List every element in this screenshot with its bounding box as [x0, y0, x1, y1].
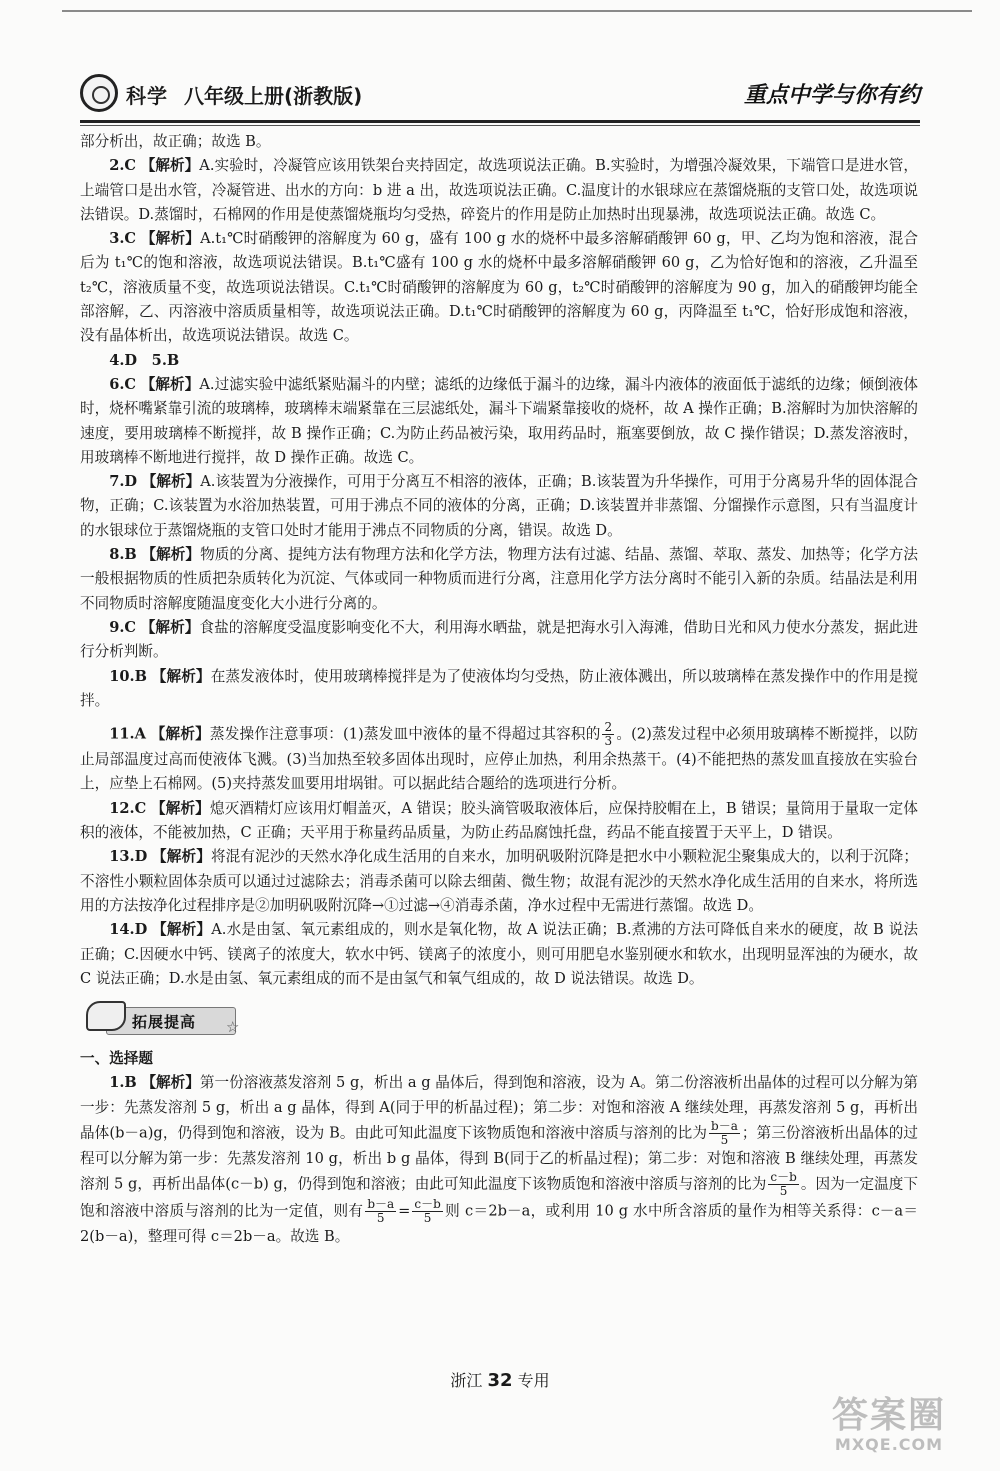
- answer-item-12: 12.C 【解析】熄灭酒精灯应该用灯帽盖灭，A 错误；胶头滴管吸取液体后，应保持胶帽在上，B 错误；量筒用于量取一定体积的液体，不能被加热，C 正确；天平用于称量药品质量，为防止药品腐蚀托盘，药品不能直接置于天平上，D 错误。: [80, 799, 919, 842]
- header-rule-thin: [80, 125, 920, 126]
- section-subheading: 一、选择题: [80, 1050, 153, 1068]
- page-footer: [0, 1368, 1000, 1391]
- answer-item-2: 2.C 【解析】A.实验时，冷凝管应该用铁架台夹持固定，故选项说法正确。B.实验时，为增强冷凝效果，下端管口是进水管，上端管口是出水管，冷凝管进、出水的方向：b 进 a 出，故选项说法正确。C.温度计的水银球应在蒸馏烧瓶的支管口处，故选项说法错误。D.蒸馏时，石棉网的作用是使蒸馏烧瓶均匀受热，碎瓷片的作用是防止加热时出现暴沸，故选项说法正确。故选 C。: [80, 157, 918, 223]
- extension-item-1: 1.B 【解析】第一份溶液蒸发溶剂 5 g，析出 a g 晶体后，得到饱和溶液，设为 A。第二份溶液析出晶体的过程可以分解为第一步：先蒸发溶剂 5 g，析出 a g 晶体，得到 A(同于甲的析晶过程)；第二步：对饱和溶液 A 继续处理，再蒸发溶剂 5 g，再析出晶体(b－a)g，仍得到饱和溶液，设为 B。由此可知此温度下该物质饱和溶液中溶质与溶剂的比为 $\frac{b-a}{5}$ ；第三份溶液析出晶体的过程可以分解为第一步：先蒸发溶剂 10 g，析出 b g 晶体，得到 B(同于乙的析晶过程)；第二步：对饱和溶液 B 继续处理，再蒸发溶剂 5 g，再析出晶体(c－b) g，仍得到饱和溶液；由此可知此温度下该物质饱和溶液中溶质与溶剂的比为 $\frac{c-b}{5}$ 。因为一定温度下饱和溶液中溶质与溶剂的比为一定值，则有 $\frac{b-a}{5}$ = $\frac{c-b}{5}$ 则 c＝2b－a，或利用 10 g 水中所含溶质的量作为相等关系得：c－a＝2(b－a)，整理可得 c＝2b－a。故选 B。: [80, 1074, 919, 1246]
- page-header: [80, 72, 920, 116]
- fraction-b-minus-a-2: $\frac{b-a}{5}$: [367, 1197, 395, 1226]
- footer-region: 浙江: [450, 1371, 483, 1390]
- answer-content: [80, 130, 918, 1250]
- answer-item-1-cont: 部分析出，故正确；故选 B。: [80, 133, 271, 150]
- fraction-c-minus-b: $\frac{c-b}{5}$: [770, 1170, 797, 1199]
- header-rule: [80, 120, 920, 123]
- site-watermark: [794, 1396, 984, 1456]
- header-grade: 八年级上册(浙教版): [184, 84, 363, 108]
- answer-item-9: 9.C 【解析】食盐的溶解度受温度影响变化不大，利用海水晒盐，就是把海水引入海滩，借助日光和风力使水分蒸发，据此进行分析判断。: [80, 618, 918, 661]
- answer-item-14: 14.D 【解析】A.水是由氢、氧元素组成的，则水是氧化物，故 A 说法正确；B.煮沸的方法可降低自来水的硬度，故 B 说法正确；C.因硬水中钙、镁离子的浓度大，软水中钙、镁离子的浓度小，则可用肥皂水鉴别硬水和软水，出现明显浑浊的为硬水，故 C 说法正确；D.水是由氢、氧元素组成的而不是由氢气和氧气组成的，故 D 说法错误。故选 D。: [80, 921, 918, 987]
- answer-item-11: 11.A 【解析】蒸发操作注意事项：(1)蒸发皿中液体的量不得超过其容积的 $\frac{2}{3}$ 。(2)蒸发过程中必须用玻璃棒不断搅拌，以防止局部温度过高而使液体飞溅。(3)当加热至较多固体出现时，应停止加热，利用余热蒸干。(4)不能把热的蒸发皿直接放在实验台上，应垫上石棉网。(5)夹持蒸发皿要用坩埚钳。可以据此结合题给的选项进行分析。: [80, 720, 918, 793]
- watermark-text: 答案圈: [831, 1395, 946, 1436]
- answer-item-8: 8.B 【解析】物质的分离、提纯方法有物理方法和化学方法，物理方法有过滤、结晶、蒸馏、萃取、蒸发、加热等；化学方法一般根据物质的性质把杂质转化为沉淀、气体或同一种物质而进行分离，注意用化学方法分离时不能引入新的杂质。结晶法是利用不同物质时溶解度随温度变化大小进行分离的。: [80, 546, 918, 612]
- answer-item-6: 6.C 【解析】A.过滤实验中滤纸紧贴漏斗的内壁；滤纸的边缘低于漏斗的边缘，漏斗内液体的液面低于滤纸的边缘；倾倒液体时，烧杯嘴紧靠引流的玻璃棒，玻璃棒末端紧靠在三层滤纸处，漏斗下端紧靠接收的烧杯，故 A 操作正确；B.溶解时为加快溶解的速度，要用玻璃棒不断搅拌，故 B 操作正确；C.为防止药品被污染，取用药品时，瓶塞要倒放，故 C 操作错误；D.蒸发溶液时，用玻璃棒不断地进行搅拌，故 D 操作正确。故选 C。: [80, 375, 918, 466]
- school-logo-icon: [80, 74, 118, 112]
- page-number: 32: [487, 1370, 513, 1391]
- watermark-url: MXQE.COM: [834, 1435, 944, 1454]
- fraction-b-minus-a: $\frac{b-a}{5}$: [711, 1118, 738, 1147]
- answer-item-4-5: 4.D 5.B: [109, 351, 180, 369]
- banner-swirl-icon: [86, 1001, 126, 1031]
- answer-item-7: 7.D 【解析】A.该装置为分液操作，可用于分离互不相溶的液体，正确；B.该装置为升华操作，可用于分离易升华的固体混合物，正确；C.该装置为水浴加热装置，可用于沸点不同的液体的分离，正确；D.该装置并非蒸馏、分馏操作示意图，只有当温度计的水银球位于蒸馏烧瓶的支管口处时才能用于沸点不同物质的分离，错误。故选 D。: [80, 473, 919, 539]
- answer-item-13: 13.D 【解析】将混有泥沙的天然水净化成生活用的自来水，加明矾吸附沉降是把水中小颗粒泥尘聚集成大的，以利于沉降；不溶性小颗粒固体杂质可以通过过滤除去；消毒杀菌可以除去细菌、微生物；故混有泥沙的天然水净化成生活用的自来水，将所选用的方法按净化过程排序是②加明矾吸附沉降→①过滤→④消毒杀菌，净水过程中无需进行蒸馏。故选 D。: [80, 848, 918, 914]
- fraction-two-thirds: $\frac{2}{3}$: [604, 720, 613, 749]
- answer-item-10: 10.B 【解析】在蒸发液体时，使用玻璃棒搅拌是为了使液体均匀受热，防止液体溅出，所以玻璃棒在蒸发操作中的作用是搅拌。: [80, 667, 918, 709]
- header-brand: 重点中学与你有约: [743, 83, 920, 108]
- fraction-c-minus-b-2: $\frac{c-b}{5}$: [414, 1197, 441, 1226]
- star-icon: ☆: [226, 1018, 240, 1037]
- header-subject: 科学: [126, 84, 168, 108]
- top-border-line: [62, 10, 972, 12]
- banner-title: 拓展提高: [132, 1013, 197, 1032]
- answer-item-3: 3.C 【解析】A.t₁℃时硝酸钾的溶解度为 60 g，盛有 100 g 水的烧杯中最多溶解硝酸钾 60 g，甲、乙均为饱和溶液，混合后为 t₁℃的饱和溶液，故选项说法错误。B.t₁℃盛有 100 g 水的烧杯中最多溶解硝酸钾 60 g，乙为恰好饱和的溶液，乙升温至 t₂℃，溶液质量不变，故选项说法错误。C.t₁℃时硝酸钾的溶解度为 60 g，t₂℃时硝酸钾的溶解度为 90 g，加入的硝酸钾均能全部溶解，乙、丙溶液中溶质质量相等，故选项说法正确。D.t₁℃时硝酸钾的溶解度为 60 g，丙降温至 t₁℃，恰好形成饱和溶液，没有晶体析出，故选项说法错误。故选 C。: [80, 230, 918, 345]
- section-banner-extension: [80, 997, 918, 1043]
- footer-note: 专用: [517, 1371, 550, 1390]
